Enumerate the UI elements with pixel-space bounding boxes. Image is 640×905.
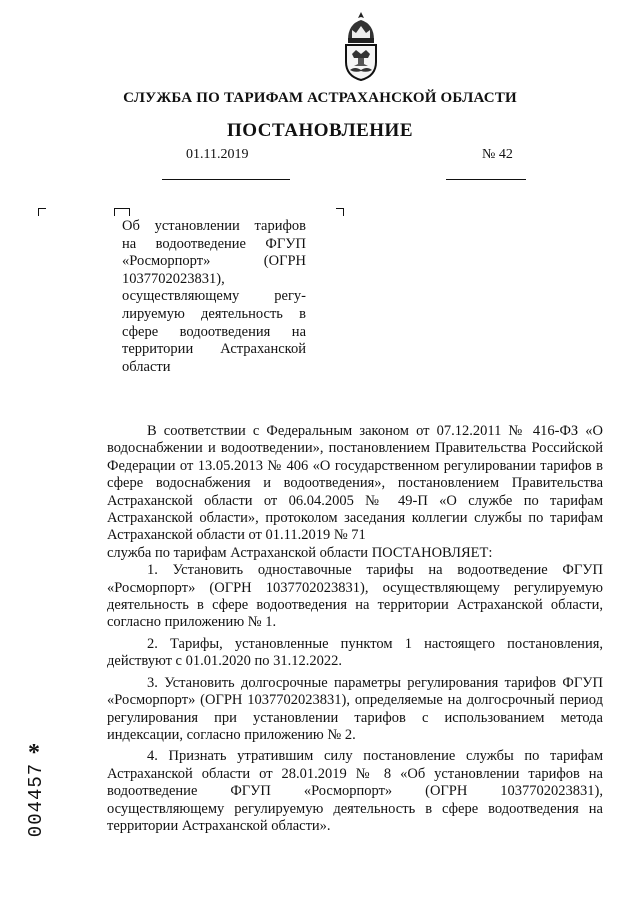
subject-line: 1037702023831),: [122, 270, 225, 287]
subject-line: «Росморпорт» (ОГРН: [122, 253, 306, 270]
corner-mark-left: [38, 208, 46, 216]
corner-mark-subject-inner: [122, 208, 130, 216]
subject-line: области: [122, 358, 171, 375]
subject-line: осуществляющему регу-: [122, 288, 306, 305]
document-body: [107, 423, 603, 835]
preamble-paragraph: В соответствии с Федеральным законом от 07.12.2011 № 416-ФЗ «О водоснабжении и водоотведении», постановлением Правительства Российской Федерации от 13.05.2013 № 406 «О государственном регулировании тарифов в сфере водоснабжения и водоотведения», постановлением Правительства Астраханской области от 06.04.2005 № 49-П «О службе по тарифам Астраханской области», протоколом заседания коллегии службы по тарифам Астраханской области от 01.11.2019 № 71: [107, 423, 603, 544]
subject-line: на водоотведение ФГУП: [122, 235, 306, 252]
subject-line: сфере водоотведения на: [122, 323, 306, 340]
decree-line: служба по тарифам Астраханской области ПОСТАНОВЛЯЕТ:: [107, 544, 493, 561]
side-registration-code: [26, 752, 46, 848]
side-asterisk-mark: *: [28, 740, 40, 766]
organization-title: СЛУЖБА ПО ТАРИФАМ АСТРАХАНСКОЙ ОБЛАСТИ: [123, 90, 517, 106]
subject-line: лируемую деятельность в: [122, 305, 306, 322]
document-number: № 42: [482, 147, 513, 162]
corner-mark-subject-left: [114, 208, 122, 216]
clause-1: 1. Установить одноставочные тарифы на водоотведение ФГУП «Росморпорт» (ОГРН 1037702023831), осуществляющему регулируемую деятельность в сфере водоотведения на территории Астраханской области, согласно приложению № 1.: [107, 562, 603, 631]
document-subject: [122, 218, 306, 376]
clause-4: 4. Признать утратившим силу постановление службы по тарифам Астраханской области от 28.01.2019 № 8 «Об установлении тарифов на водоотведение ФГУП «Росморпорт» (ОГРН 1037702023831), осуществляющему регулируемую деятельность в сфере водоотведения на территории Астраханской области».: [107, 748, 603, 834]
subject-line: территории Астраханской: [122, 341, 306, 358]
clause-2: 2. Тарифы, установленные пунктом 1 настоящего постановления, действуют с 01.01.2020 по 31.12.2022.: [107, 635, 603, 670]
astrakhan-coat-of-arms-icon: [340, 10, 382, 82]
subject-line: Об установлении тарифов: [122, 218, 306, 234]
side-code-text: 004457: [25, 762, 47, 838]
document-type-heading: ПОСТАНОВЛЕНИЕ: [226, 120, 414, 141]
clause-3: 3. Установить долгосрочные параметры регулирования тарифов ФГУП «Росморпорт» (ОГРН 1037702023831), определяемые на долгосрочный период регулирования при установлении тарифов с использованием метода индексации, согласно приложению № 2.: [107, 674, 603, 743]
number-underline: [446, 163, 526, 180]
document-date: 01.11.2019: [186, 147, 249, 162]
corner-mark-right: [336, 208, 344, 216]
date-underline: [162, 163, 290, 180]
